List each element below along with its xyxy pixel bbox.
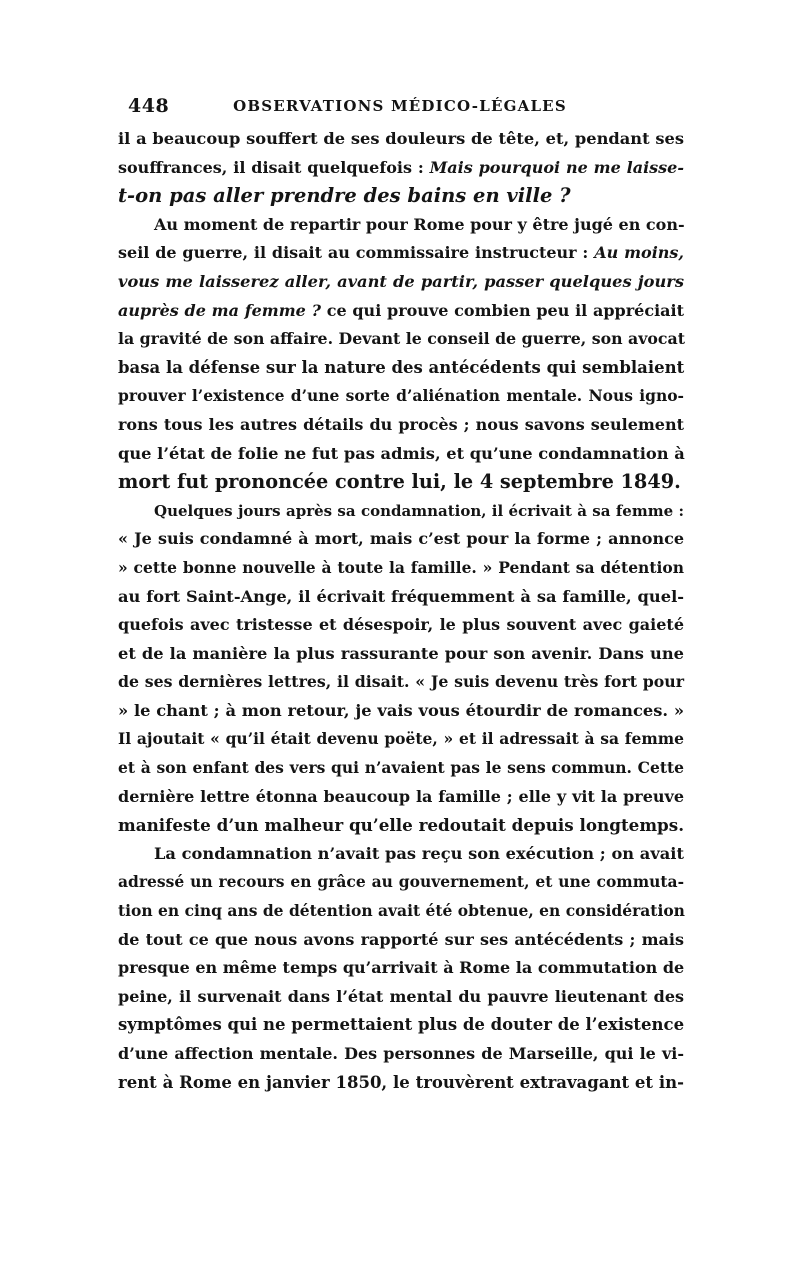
text-line (118, 468, 684, 497)
text-line (118, 783, 684, 812)
page-header (128, 95, 672, 121)
italic-segment: t-on pas aller prendre des bains en ville ? (118, 184, 571, 208)
text-line (118, 325, 684, 354)
text-segment: dernière lettre étonna beaucoup la famille ; elle y vit la preuve (118, 786, 684, 806)
text-line (118, 1011, 684, 1040)
text-segment: Au moment de repartir pour Rome pour y être jugé en con- (154, 214, 685, 234)
text-segment: quefois avec tristesse et désespoir, le plus souvent avec gaieté (118, 615, 684, 635)
text-line (118, 182, 684, 211)
text-line (118, 840, 684, 869)
text-segment: Il ajoutait « qu’il était devenu poëte, » et il adressait à sa femme (118, 729, 684, 749)
text-segment: manifeste d’un malheur qu’elle redoutait depuis longtemps. (118, 815, 685, 836)
text-line (118, 354, 684, 383)
text-segment: que l’état de folie ne fut pas admis, et qu’une condamnation à (118, 443, 685, 463)
text-line (118, 611, 684, 640)
text-segment: presque en même temps qu’arrivait à Rome la commutation de (118, 958, 685, 978)
text-line (118, 926, 684, 955)
text-segment: rent à Rome en janvier 1850, le trouvèrent extravagant et in- (118, 1072, 684, 1092)
text-segment: symptômes qui ne permettaient plus de douter de l’existence (118, 1015, 685, 1035)
text-segment: et de la manière la plus rassurante pour son avenir. Dans une (118, 643, 684, 663)
text-line (118, 668, 684, 697)
text-line (118, 211, 684, 240)
italic-segment: Mais pourquoi ne me laisse- (429, 157, 684, 177)
text-line (118, 411, 684, 440)
text-line (118, 954, 684, 983)
text-line (118, 583, 684, 612)
text-segment: rons tous les autres détails du procès ; nous savons seulement (118, 414, 684, 434)
text-segment: il a beaucoup souffert de ses douleurs de tête, et, pendant ses (118, 129, 684, 148)
text-segment: » cette bonne nouvelle à toute la famille. » Pendant sa détention (118, 557, 684, 577)
running-title: OBSERVATIONS MÉDICO-LÉGALES (233, 97, 567, 115)
text-segment: et à son enfant des vers qui n’avaient pas le sens commun. Cette (118, 758, 684, 778)
text-segment: la gravité de son affaire. Devant le conseil de guerre, son avocat (118, 329, 685, 349)
body-text (118, 125, 684, 1097)
text-segment: La condamnation n’avait pas reçu son exécution ; on avait (154, 843, 684, 863)
text-line (118, 897, 684, 926)
text-line (118, 239, 684, 268)
text-segment: mort fut prononcée contre lui, le 4 septembre 1849. (118, 470, 681, 494)
text-line (118, 983, 684, 1012)
text-segment: de tout ce que nous avons rapporté sur ses antécédents ; mais (118, 929, 684, 949)
text-line (118, 811, 684, 840)
text-line (118, 382, 684, 411)
italic-segment: vous me laisserez aller, avant de partir, passer quelques jours (118, 271, 684, 291)
text-segment: peine, il survenait dans l’état mental du pauvre lieutenant des (118, 986, 684, 1006)
text-segment: seil de guerre, il disait au commissaire instructeur : (118, 243, 595, 263)
text-line (118, 154, 684, 183)
text-segment: ce qui prouve combien peu il appréciait (320, 300, 685, 320)
page-number: 448 (128, 95, 170, 117)
italic-segment: auprès de ma femme ? (118, 300, 321, 320)
text-segment: prouver l’existence d’une sorte d’aliénation mentale. Nous igno- (118, 386, 684, 406)
text-line (118, 525, 684, 554)
text-segment: Quelques jours après sa condamnation, il écrivait à sa femme : (154, 501, 684, 520)
text-line (118, 640, 684, 669)
text-segment: souffrances, il disait quelquefois : (118, 157, 430, 177)
text-segment: au fort Saint-Ange, il écrivait fréquemment à sa famille, quel- (118, 586, 684, 606)
text-segment: adressé un recours en grâce au gouvernement, et une commuta- (118, 872, 684, 892)
text-line (118, 1069, 684, 1098)
text-line (118, 868, 684, 897)
text-segment: » le chant ; à mon retour, je vais vous étourdir de romances. » (118, 700, 684, 720)
text-line (118, 497, 684, 526)
text-line (118, 268, 684, 297)
text-line (118, 697, 684, 726)
text-line (118, 1040, 684, 1069)
text-segment: tion en cinq ans de détention avait été obtenue, en considération (118, 901, 685, 921)
text-line (118, 440, 684, 469)
italic-segment: Au moins, (594, 243, 684, 263)
text-segment: basa la défense sur la nature des antécédents qui semblaient (118, 357, 685, 377)
text-line (118, 754, 684, 783)
text-line (118, 725, 684, 754)
text-line (118, 125, 684, 154)
text-line (118, 297, 684, 326)
text-segment: d’une affection mentale. Des personnes de Marseille, qui le vi- (118, 1044, 684, 1063)
text-segment: « Je suis condamné à mort, mais c’est pour la forme ; annonce (118, 529, 684, 549)
text-line (118, 554, 684, 583)
text-segment: de ses dernières lettres, il disait. « Je suis devenu très fort pour (118, 672, 684, 692)
